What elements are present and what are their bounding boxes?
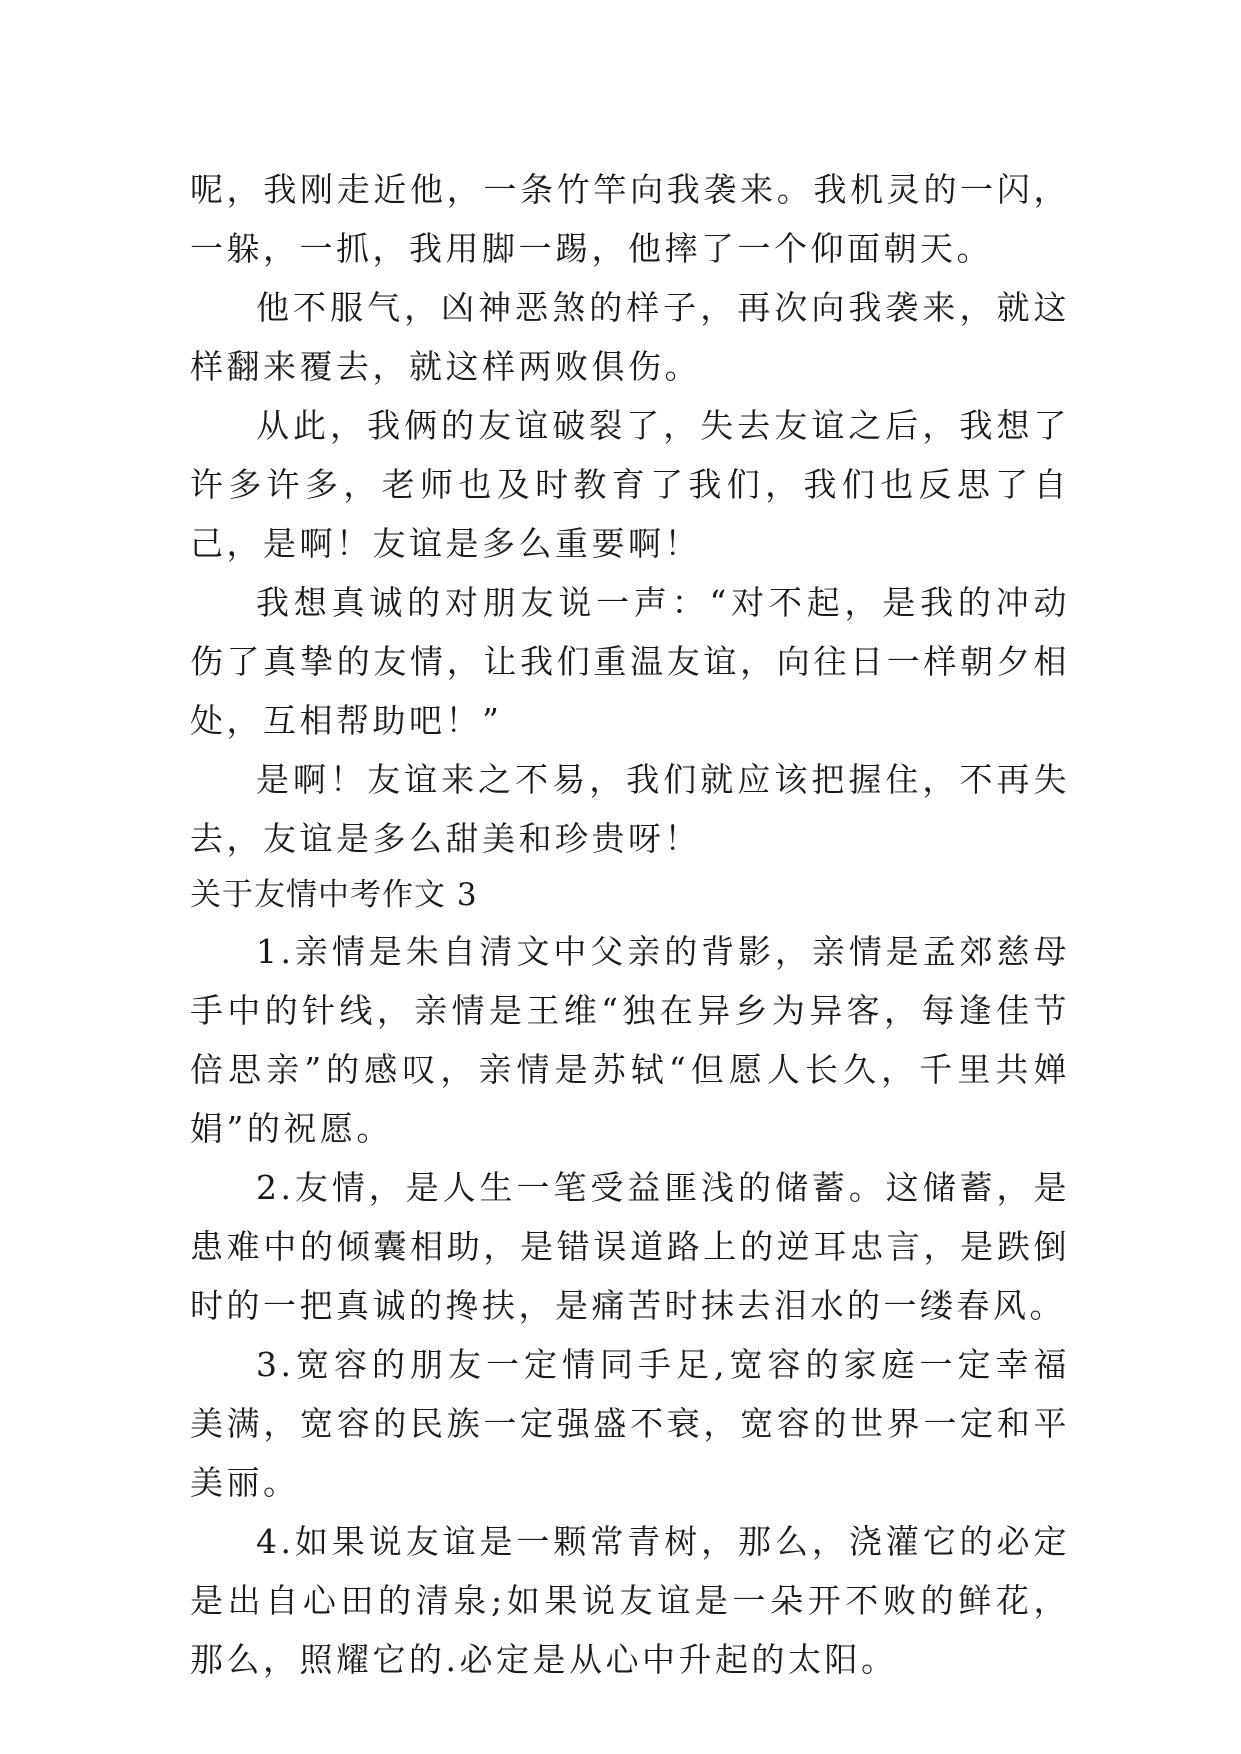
paragraph: 2.友情，是人生一笔受益匪浅的储蓄。这储蓄，是患难中的倾囊相助，是错误道路上的逆耳忠言，是跌倒时的一把真诚的搀扶，是痛苦时抹去泪水的一缕春风。 [190,1168,1070,1325]
paragraph: 3.宽容的朋友一定情同手足,宽容的家庭一定幸福美满，宽容的民族一定强盛不衰，宽容的世界一定和平美丽。 [190,1345,1070,1502]
paragraph: 他不服气，凶神恶煞的样子，再次向我袭来，就这样翻来覆去，就这样两败俱伤。 [190,288,1070,386]
paragraph-continued: 呢，我刚走近他，一条竹竿向我袭来。我机灵的一闪，一躲，一抓，我用脚一踢，他摔了一个仰面朝天。 [190,170,1070,268]
document-body [190,160,1070,1689]
paragraph: 1.亲情是朱自清文中父亲的背影，亲情是孟郊慈母手中的针线，亲情是王维“独在异乡为异客，每逢佳节倍思亲”的感叹，亲情是苏轼“但愿人长久，千里共婵娟”的祝愿。 [190,932,1070,1148]
section-heading: 关于友情中考作文 3 [190,877,478,913]
paragraph: 是啊！友谊来之不易，我们就应该把握住，不再失去，友谊是多么甜美和珍贵呀！ [190,760,1070,858]
paragraph: 我想真诚的对朋友说一声：“对不起，是我的冲动伤了真挚的友情，让我们重温友谊，向往日一样朝夕相处，互相帮助吧！” [190,583,1070,740]
paragraph: 从此，我俩的友谊破裂了，失去友谊之后，我想了许多许多，老师也及时教育了我们，我们也反思了自己，是啊！友谊是多么重要啊！ [190,406,1070,563]
paragraph: 4.如果说友谊是一颗常青树，那么，浇灌它的必定是出自心田的清泉;如果说友谊是一朵开不败的鲜花，那么，照耀它的.必定是从心中升起的太阳。 [190,1522,1070,1679]
